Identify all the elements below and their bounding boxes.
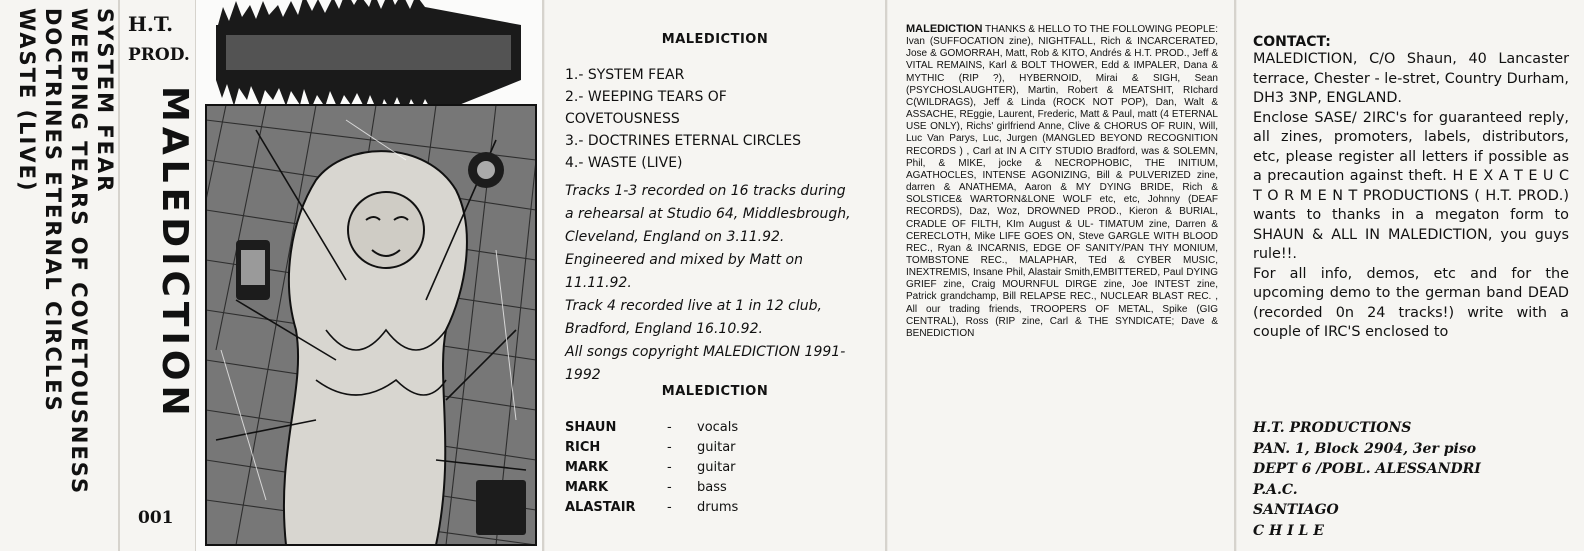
member-dash: - bbox=[667, 480, 672, 495]
member-name: SHAUN bbox=[565, 420, 617, 435]
contact-body bbox=[1253, 50, 1569, 343]
contact-instructions: Enclose SASE/ 2IRC's for guaranteed reply, all zines, promoters, labels, distributors, etc, please register all letters if possible as a precaution against theft. H E X A T E U C T O R M E N T PRODUCTIONS ( H.T. PROD.) wants to thanks in a megaton form to SHAUN & ALL IN MALEDICTION, you guys rule!!. bbox=[1253, 109, 1569, 262]
address-line: PAN. 1, Block 2904, 3er piso bbox=[1253, 440, 1477, 457]
notes-line: 11.11.92. bbox=[565, 275, 632, 291]
spine-track: DOCTRINES ETERNAL CIRCLES bbox=[41, 8, 65, 413]
lineup-heading: MALEDICTION bbox=[661, 384, 769, 399]
track-item: 1.- SYSTEM FEAR bbox=[565, 67, 685, 83]
address-line: C H I L E bbox=[1253, 522, 1324, 539]
track-item: COVETOUSNESS bbox=[565, 111, 680, 127]
thanks-body: THANKS & HELLO TO THE FOLLOWING PEOPLE: Ivan (SUFFOCATION zine), NIGHTFALL, Rich & INCARCERATED, Jose & GOMORRAH, Matt, Rob & KITO, Andrés & H.T. PROD., Jeff & VITAL REMAINS, Karl & BOLT THOWER, Edd & IMPALER, Dana & MYTHIC (RIP ?), HYBERNOID, Mirai & SIGH, Sean (PSYCHOSLAUGHTER), Martin, Robert & MEATSHIT, RIchard C(WILDRAGS), Jeff & Linda (ROCK NOT POP), Dan, Walt & ASSACHE, REggie, Laurent, Frederic, Matt & Paul, matt (4 ETERNAL USE ONLY), Richs' girlfriend Anne, Clive & CHORUS OF RUIN, Will, Luc Van Parys, Luc, Jurgen (MANGLED BEYOND RECOGNITION RECORDS ) , Carl at IN A CITY STUDIO Bradford, was & SOLEMN, Phil, & MIKE, jocke & NECROPHOBIC, THE INITIUM, AGATHOCLES, INTENSE AGONIZING, Bill & PULVERIZED zine, darren & ANATHEMA, Aaron & MY DYING BRIDE, Rich & SOLSTICE& WARTORN&LONE WOLF etc, etc, Johnny (DEAF RECORDS), Daz, Woz, DROWNED PROD., Kieron & BURIAL, CRADLE OF FILTH, KIm August & UL- TIMATUM zine, Darren & CERECLOTH, Mike LIFE GOES ON, Steve GARGLE WITH BLOOD REC., Ryan & INCARNIS, EDGE OF SANITY/PAN THY MONIUM, TOMBSTONE REC., MALAPHAR, TEd & CYBER MUSIC, INEXTREMIS, Insane Phil, Alastair Smith,EMBITTERED, Paul DYING GRIEF zine, Craig MOURNFUL DIRGE zine, Joe INTEST zine, Patrick grandchamp, Bill RELAPSE REC., NUCLEAR BLAST REC. , All our trading friends, TROOPERS OF METAL, Spike (GIG CENTRAL), Ross (RIP zine, Carl & THE SYNDICATE; Dave & BENEDICTION bbox=[906, 24, 1218, 339]
contact-info: For all info, demos, etc and for the upcoming demo to the german band DEAD (recorded 0n 24 tracks!) write with a couple of IRC'S enclosed to bbox=[1253, 265, 1569, 340]
spine-track: WASTE (LIVE) bbox=[15, 8, 39, 193]
thanks-list bbox=[906, 23, 1218, 340]
spine-panel bbox=[0, 0, 118, 551]
track-item: 3.- DOCTRINES ETERNAL CIRCLES bbox=[565, 133, 802, 149]
band-logo bbox=[216, 0, 521, 115]
tracklist-panel bbox=[545, 0, 885, 551]
member-role: drums bbox=[697, 500, 739, 515]
cover-artwork bbox=[196, 0, 542, 551]
spine-track: SYSTEM FEAR bbox=[93, 8, 117, 194]
spine-track: WEEPING TEARS OF COVETOUSNESS bbox=[67, 8, 91, 496]
track-item: 4.- WASTE (LIVE) bbox=[565, 155, 683, 171]
notes-line: 1992 bbox=[565, 367, 601, 383]
member-name: MARK bbox=[565, 460, 609, 475]
recording-notes bbox=[565, 180, 865, 387]
thanks-lead: MALEDICTION bbox=[906, 23, 983, 35]
lineup-row bbox=[565, 438, 865, 458]
notes-line: Engineered and mixed by Matt on bbox=[565, 252, 803, 268]
fold-line bbox=[1234, 0, 1236, 551]
notes-line: Tracks 1-3 recorded on 16 tracks during bbox=[565, 183, 846, 199]
contact-panel bbox=[1237, 0, 1584, 551]
notes-line: a rehearsal at Studio 64, Middlesbrough, bbox=[565, 206, 851, 222]
member-name: RICH bbox=[565, 440, 601, 455]
address-line: SANTIAGO bbox=[1253, 502, 1339, 518]
member-dash: - bbox=[667, 440, 672, 455]
notes-line: Track 4 recorded live at 1 in 12 club, bbox=[565, 298, 822, 314]
member-role: vocals bbox=[697, 420, 739, 435]
fold-line bbox=[542, 0, 544, 551]
notes-line: Cleveland, England on 3.11.92. bbox=[565, 229, 785, 245]
member-dash: - bbox=[667, 460, 672, 475]
label-ht: H.T. bbox=[128, 12, 174, 36]
member-role: bass bbox=[697, 480, 727, 495]
fold-line bbox=[885, 0, 887, 551]
lineup-list bbox=[565, 418, 865, 518]
member-role: guitar bbox=[697, 440, 736, 455]
spine-tracklist bbox=[8, 8, 118, 543]
member-dash: - bbox=[667, 500, 672, 515]
member-name: MARK bbox=[565, 480, 609, 495]
lineup-row bbox=[565, 478, 865, 498]
lineup-row bbox=[565, 458, 865, 478]
address-line: DEPT 6 /POBL. ALESSANDRI bbox=[1253, 461, 1481, 477]
label-prod: PROD. bbox=[128, 45, 190, 65]
address-line: P.A.C. bbox=[1253, 481, 1298, 498]
member-dash: - bbox=[667, 420, 672, 435]
notes-line: All songs copyright MALEDICTION 1991- bbox=[565, 344, 846, 360]
member-role: guitar bbox=[697, 460, 736, 475]
member-name: ALASTAIR bbox=[565, 500, 636, 515]
notes-line: Bradford, England 16.10.92. bbox=[565, 321, 763, 337]
track-item: 2.- WEEPING TEARS OF bbox=[565, 89, 727, 105]
contact-address-band: MALEDICTION, C/O Shaun, 40 Lancaster terrace, Chester - le-stret, Country Durham, DH3 3NP, ENGLAND. bbox=[1253, 51, 1569, 106]
cover-illustration bbox=[196, 0, 542, 551]
lineup-row bbox=[565, 418, 865, 438]
catalog-number: 001 bbox=[138, 508, 174, 528]
thanks-panel bbox=[888, 0, 1234, 551]
contact-heading: CONTACT: bbox=[1253, 34, 1331, 50]
label-address bbox=[1253, 418, 1481, 541]
spine-band-name: MALEDICTION bbox=[154, 86, 195, 421]
address-line: H.T. PRODUCTIONS bbox=[1253, 420, 1412, 436]
lineup-row bbox=[565, 498, 865, 518]
tracklist-heading: MALEDICTION bbox=[661, 32, 769, 47]
